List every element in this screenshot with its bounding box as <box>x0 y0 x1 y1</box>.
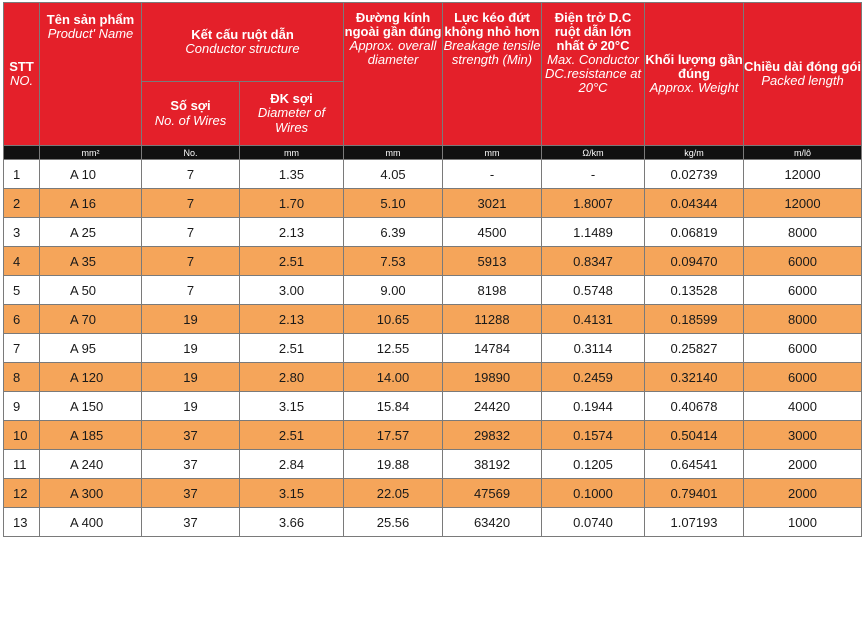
cell-dc-resistance: 1.8007 <box>542 189 645 218</box>
cell-wire-diameter: 1.70 <box>240 189 344 218</box>
cell-weight: 0.06819 <box>645 218 744 247</box>
cell-tensile-strength: 63420 <box>443 508 542 537</box>
cell-product-name: A 120 <box>40 363 142 392</box>
cell-tensile-strength: 24420 <box>443 392 542 421</box>
header-overall-diameter: Đường kính ngoài gần đúng Approx. overall diameter <box>344 3 443 146</box>
cell-overall-diameter: 6.39 <box>344 218 443 247</box>
cell-dc-resistance: 0.8347 <box>542 247 645 276</box>
cell-packed-length: 8000 <box>744 218 862 247</box>
cell-no-of-wires: 19 <box>142 305 240 334</box>
cell-wire-diameter: 2.51 <box>240 421 344 450</box>
cell-stt: 4 <box>4 247 40 276</box>
cell-dc-resistance: 0.1574 <box>542 421 645 450</box>
cell-tensile-strength: 47569 <box>443 479 542 508</box>
unit-cell: No. <box>142 146 240 160</box>
cell-no-of-wires: 7 <box>142 160 240 189</box>
header-wire-diameter: ĐK sợi Diameter of Wires <box>240 82 344 146</box>
cell-dc-resistance: - <box>542 160 645 189</box>
cell-wire-diameter: 2.51 <box>240 247 344 276</box>
table-row <box>4 160 862 189</box>
cell-packed-length: 1000 <box>744 508 862 537</box>
header-conductor-structure: Kết cấu ruột dẫn Conductor structure <box>142 3 344 82</box>
cell-weight: 0.64541 <box>645 450 744 479</box>
cell-packed-length: 12000 <box>744 160 862 189</box>
table-header <box>4 3 862 146</box>
cell-no-of-wires: 37 <box>142 479 240 508</box>
cell-wire-diameter: 3.66 <box>240 508 344 537</box>
cell-weight: 0.25827 <box>645 334 744 363</box>
cell-no-of-wires: 7 <box>142 218 240 247</box>
unit-cell: Ω/km <box>542 146 645 160</box>
cell-stt: 11 <box>4 450 40 479</box>
cell-product-name: A 400 <box>40 508 142 537</box>
table-row <box>4 450 862 479</box>
cell-stt: 2 <box>4 189 40 218</box>
cell-tensile-strength: 8198 <box>443 276 542 305</box>
header-stt: STT NO. <box>4 3 40 146</box>
cell-no-of-wires: 19 <box>142 392 240 421</box>
cell-product-name: A 150 <box>40 392 142 421</box>
cell-weight: 0.02739 <box>645 160 744 189</box>
cell-wire-diameter: 3.15 <box>240 479 344 508</box>
cell-dc-resistance: 0.4131 <box>542 305 645 334</box>
cell-wire-diameter: 3.15 <box>240 392 344 421</box>
cell-tensile-strength: 5913 <box>443 247 542 276</box>
cell-dc-resistance: 0.1000 <box>542 479 645 508</box>
conductor-spec-table <box>3 2 862 537</box>
cell-stt: 12 <box>4 479 40 508</box>
cell-tensile-strength: 19890 <box>443 363 542 392</box>
unit-cell: mm² <box>40 146 142 160</box>
cell-wire-diameter: 1.35 <box>240 160 344 189</box>
table-row <box>4 276 862 305</box>
cell-product-name: A 16 <box>40 189 142 218</box>
cell-product-name: A 35 <box>40 247 142 276</box>
cell-weight: 0.32140 <box>645 363 744 392</box>
cell-wire-diameter: 2.80 <box>240 363 344 392</box>
cell-overall-diameter: 7.53 <box>344 247 443 276</box>
header-weight: Khối lượng gần đúng Approx. Weight <box>645 3 744 146</box>
cell-stt: 9 <box>4 392 40 421</box>
header-product-name: Tên sản phẩm Product' Name <box>40 3 142 146</box>
cell-overall-diameter: 17.57 <box>344 421 443 450</box>
cell-weight: 0.18599 <box>645 305 744 334</box>
cell-dc-resistance: 1.1489 <box>542 218 645 247</box>
table-row <box>4 479 862 508</box>
cell-weight: 1.07193 <box>645 508 744 537</box>
cell-packed-length: 12000 <box>744 189 862 218</box>
cell-tensile-strength: 29832 <box>443 421 542 450</box>
cell-overall-diameter: 15.84 <box>344 392 443 421</box>
unit-cell: mm <box>344 146 443 160</box>
table-row <box>4 305 862 334</box>
table-row <box>4 189 862 218</box>
header-dc-resistance: Điện trở D.C ruột dẫn lớn nhất ở 20°C Max. Conductor DC.resistance at 20°C <box>542 3 645 146</box>
cell-tensile-strength: 4500 <box>443 218 542 247</box>
cell-tensile-strength: 3021 <box>443 189 542 218</box>
cell-no-of-wires: 19 <box>142 334 240 363</box>
cell-wire-diameter: 2.84 <box>240 450 344 479</box>
cell-wire-diameter: 2.13 <box>240 218 344 247</box>
cell-wire-diameter: 2.13 <box>240 305 344 334</box>
cell-stt: 3 <box>4 218 40 247</box>
unit-cell: m/lô <box>744 146 862 160</box>
table-row <box>4 334 862 363</box>
cell-tensile-strength: 38192 <box>443 450 542 479</box>
cell-product-name: A 50 <box>40 276 142 305</box>
cell-wire-diameter: 2.51 <box>240 334 344 363</box>
cell-overall-diameter: 10.65 <box>344 305 443 334</box>
cell-stt: 8 <box>4 363 40 392</box>
cell-tensile-strength: 14784 <box>443 334 542 363</box>
cell-weight: 0.79401 <box>645 479 744 508</box>
cell-dc-resistance: 0.1205 <box>542 450 645 479</box>
units-row-group <box>4 146 862 160</box>
cell-product-name: A 185 <box>40 421 142 450</box>
cell-overall-diameter: 5.10 <box>344 189 443 218</box>
cell-weight: 0.40678 <box>645 392 744 421</box>
cell-packed-length: 6000 <box>744 363 862 392</box>
cell-overall-diameter: 14.00 <box>344 363 443 392</box>
cell-stt: 10 <box>4 421 40 450</box>
cell-overall-diameter: 25.56 <box>344 508 443 537</box>
table-row <box>4 508 862 537</box>
cell-stt: 5 <box>4 276 40 305</box>
cell-packed-length: 4000 <box>744 392 862 421</box>
cell-no-of-wires: 19 <box>142 363 240 392</box>
cell-overall-diameter: 9.00 <box>344 276 443 305</box>
cell-product-name: A 10 <box>40 160 142 189</box>
cell-stt: 7 <box>4 334 40 363</box>
cell-product-name: A 240 <box>40 450 142 479</box>
unit-cell: mm <box>443 146 542 160</box>
cell-tensile-strength: - <box>443 160 542 189</box>
cell-stt: 13 <box>4 508 40 537</box>
cell-weight: 0.04344 <box>645 189 744 218</box>
cell-product-name: A 300 <box>40 479 142 508</box>
cell-wire-diameter: 3.00 <box>240 276 344 305</box>
cell-packed-length: 6000 <box>744 247 862 276</box>
cell-no-of-wires: 7 <box>142 189 240 218</box>
cell-weight: 0.09470 <box>645 247 744 276</box>
units-row <box>4 146 862 160</box>
unit-cell: kg/m <box>645 146 744 160</box>
cell-overall-diameter: 12.55 <box>344 334 443 363</box>
cell-dc-resistance: 0.3114 <box>542 334 645 363</box>
cell-weight: 0.13528 <box>645 276 744 305</box>
cell-overall-diameter: 22.05 <box>344 479 443 508</box>
cell-packed-length: 6000 <box>744 334 862 363</box>
cell-product-name: A 95 <box>40 334 142 363</box>
cell-overall-diameter: 19.88 <box>344 450 443 479</box>
cell-product-name: A 25 <box>40 218 142 247</box>
cell-weight: 0.50414 <box>645 421 744 450</box>
unit-cell <box>4 146 40 160</box>
cell-tensile-strength: 11288 <box>443 305 542 334</box>
table-row <box>4 392 862 421</box>
cell-no-of-wires: 37 <box>142 450 240 479</box>
table-row <box>4 218 862 247</box>
header-tensile-strength: Lực kéo đứt không nhỏ hơn Breakage tensile strength (Min) <box>443 3 542 146</box>
cell-packed-length: 2000 <box>744 479 862 508</box>
cell-packed-length: 2000 <box>744 450 862 479</box>
cell-dc-resistance: 0.5748 <box>542 276 645 305</box>
cell-dc-resistance: 0.1944 <box>542 392 645 421</box>
cell-product-name: A 70 <box>40 305 142 334</box>
cell-dc-resistance: 0.0740 <box>542 508 645 537</box>
cell-no-of-wires: 37 <box>142 421 240 450</box>
table-row <box>4 363 862 392</box>
cell-packed-length: 8000 <box>744 305 862 334</box>
cell-overall-diameter: 4.05 <box>344 160 443 189</box>
cell-packed-length: 6000 <box>744 276 862 305</box>
cell-no-of-wires: 37 <box>142 508 240 537</box>
cell-stt: 1 <box>4 160 40 189</box>
header-no-of-wires: Số sợi No. of Wires <box>142 82 240 146</box>
cell-no-of-wires: 7 <box>142 247 240 276</box>
cell-dc-resistance: 0.2459 <box>542 363 645 392</box>
cell-packed-length: 3000 <box>744 421 862 450</box>
table-row <box>4 421 862 450</box>
header-packed-length: Chiều dài đóng gói Packed length <box>744 3 862 146</box>
unit-cell: mm <box>240 146 344 160</box>
cell-no-of-wires: 7 <box>142 276 240 305</box>
cell-stt: 6 <box>4 305 40 334</box>
table-body <box>4 160 862 537</box>
table-row <box>4 247 862 276</box>
